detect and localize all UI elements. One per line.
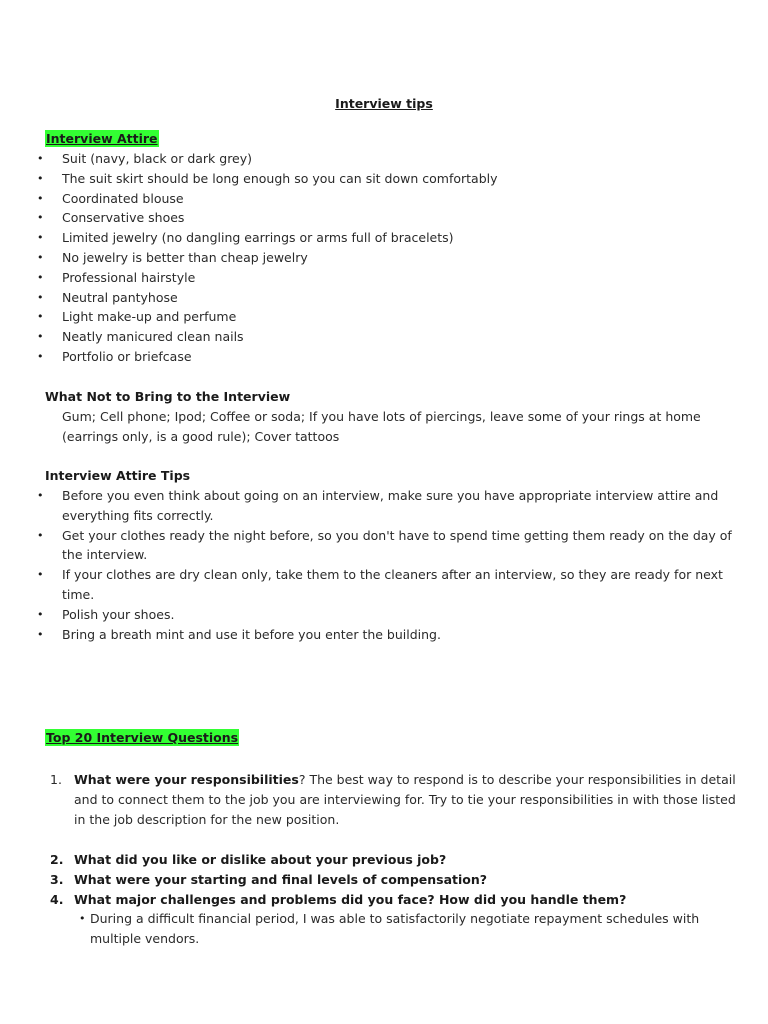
questions-list-continued <box>0 850 740 949</box>
question-item <box>0 770 740 829</box>
list-item: • If your clothes are dry clean only, take them to the cleaners after an interview, so they are ready for next time. <box>0 565 740 605</box>
question-item <box>0 870 740 890</box>
interview-attire-heading: Interview Attire <box>46 131 158 146</box>
list-item: • During a difficult financial period, I was able to satisfactorily negotiate repayment schedules with multiple vendors. <box>74 909 740 949</box>
top-questions-heading: Top 20 Interview Questions <box>46 730 239 745</box>
attire-tips-list <box>0 486 740 644</box>
list-item: • Portfolio or briefcase <box>0 347 740 367</box>
question-text: What were your responsibilities <box>74 772 299 787</box>
list-item: • The suit skirt should be long enough so you can sit down comfortably <box>0 169 740 189</box>
list-item: • Light make-up and perfume <box>0 307 740 327</box>
question-text: What major challenges and problems did you face? How did you handle them? <box>74 891 627 907</box>
not-to-bring-heading: What Not to Bring to the Interview <box>45 389 291 404</box>
questions-list <box>0 770 740 829</box>
attire-tips-heading: Interview Attire Tips <box>45 468 191 483</box>
list-item: • Limited jewelry (no dangling earrings or arms full of bracelets) <box>0 228 740 248</box>
question-answer: ? The best way to respond is to describe your responsibilities in detail and to connect them to the job you are interviewing for. Try to tie your responsibilities in with those listed in the job description for the new position. <box>74 772 736 827</box>
list-item: • No jewelry is better than cheap jewelry <box>0 248 740 268</box>
list-item: • Polish your shoes. <box>0 605 740 625</box>
list-item: • Before you even think about going on an interview, make sure you have appropriate interview attire and everything fits correctly. <box>0 486 740 526</box>
list-item: • Neutral pantyhose <box>0 288 740 308</box>
list-item: • Suit (navy, black or dark grey) <box>0 149 740 169</box>
question-number: 3. <box>50 871 64 887</box>
list-item: • Get your clothes ready the night before, so you don't have to spend time getting them ready on the day of the interview. <box>0 526 740 566</box>
question-text: What did you like or dislike about your previous job? <box>74 852 447 867</box>
list-item: • Neatly manicured clean nails <box>0 327 740 347</box>
question-item <box>0 890 740 949</box>
page-title: Interview tips <box>335 96 433 111</box>
question-item <box>0 850 740 870</box>
list-item: • Coordinated blouse <box>0 189 740 209</box>
question-text: What were your starting and final levels of compensation? <box>74 871 488 887</box>
interview-attire-list <box>0 149 740 367</box>
question-number: 4. <box>50 891 64 907</box>
question-number: 2. <box>50 852 64 867</box>
list-item: • Conservative shoes <box>0 208 740 228</box>
list-item: • Professional hairstyle <box>0 268 740 288</box>
not-to-bring-text: Gum; Cell phone; Ipod; Coffee or soda; If you have lots of piercings, leave some of your rings at home (earrings only, is a good rule); Cover tattoos <box>62 409 701 444</box>
question-number: 1. <box>50 772 62 787</box>
list-item: • Bring a breath mint and use it before you enter the building. <box>0 625 740 645</box>
question-sub-list <box>74 909 740 949</box>
